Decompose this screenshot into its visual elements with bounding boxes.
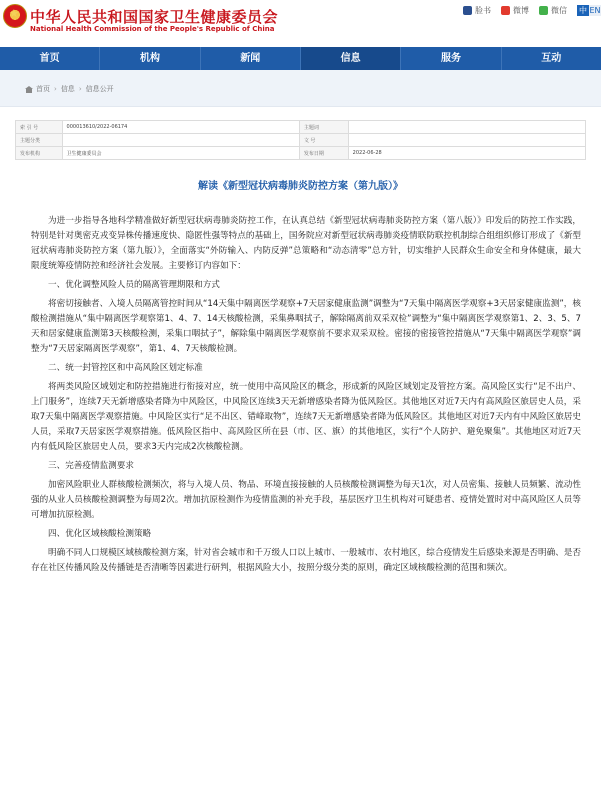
weibo-icon [501, 6, 510, 15]
article-paragraph: 明确不同人口规模区域核酸检测方案，针对省会城市和千万级人口以上城市、一般城市、农村地区，综合疫情发生后感染来源是否明确、是否存在社区传播风险及传播链是否清晰等因素进行研判，根据风险大小，按照分级分类的原则，确定区域核酸检测的范围和频次。 [31, 548, 581, 573]
breadcrumb-bar [0, 70, 601, 107]
meta-index-label: 索 引 号 [16, 121, 63, 134]
article-paragraph: 将两类风险区域划定和防控措施进行衔接对应，统一使用中高风险区的概念，形成新的风险区域划定及管控方案。高风险区实行“足不出户、上门服务”，连续7天无新增感染者降为中风险区，中风险区连续3天无新增感染者降为低风险区。其他地区对近7天内有高风险区旅居史人员，采取7天集中隔离医学观察措施。中风险区实行“足不出区、错峰取物”，连续7天无新增感染者降为低风险区。其他地区对近7天内有中风险区旅居史人员，采取7天居家医学观察措施。低风险区指中、高风险区所在县（市、区、旗）的其他地区，实行“个人防护、避免聚集”。其他地区对近7天内有低风险区旅居史人员，要求3天内完成2次核酸检测。 [31, 382, 581, 452]
breadcrumb-separator: › [54, 85, 57, 93]
meta-date-label: 发布日期 [299, 147, 348, 160]
article-body [31, 214, 581, 576]
nav-home[interactable]: 首页 [0, 47, 100, 70]
meta-index-value: 000013610/2022-06174 [62, 121, 299, 134]
breadcrumb [25, 84, 114, 94]
breadcrumb-separator: › [78, 85, 82, 93]
breadcrumb-home[interactable]: 首页 [36, 85, 50, 93]
meta-org-value: 卫生健康委员会 [62, 147, 299, 160]
language-switch [577, 5, 601, 16]
article-paragraph: 将密切接触者、入境人员隔离管控时间从“14天集中隔离医学观察+7天居家健康监测”调整为“7天集中隔离医学观察+3天居家健康监测”，核酸检测措施从“集中隔离医学观察第1、4、7、14天核酸检测，采集鼻咽拭子，解除隔离前双采双检”调整为“集中隔离医学观察第1、2、3、5、7天和居家健康监测第3天核酸检测，采集口咽拭子”，解除集中隔离医学观察前不要求双采双检。密接的密接管控措施从“7天集中隔离医学观察”调整为“7天居家隔离医学观察”，第1、4、7天核酸检测。 [31, 299, 581, 354]
article-section-heading: 二、统一封管控区和中高风险区划定标准 [48, 363, 203, 373]
meta-docno-label: 文 号 [299, 134, 348, 147]
site-title[interactable]: 中华人民共和国国家卫生健康委员会 [30, 8, 279, 26]
lang-en-button[interactable]: EN [589, 6, 601, 15]
document-meta-table [15, 120, 586, 160]
home-icon [25, 86, 33, 93]
article-paragraph: 为进一步指导各地科学精准做好新型冠状病毒肺炎防控工作，在认真总结《新型冠状病毒肺炎防控方案（第八版）》印发后的防控工作实践，特别是针对奥密克戎变异株传播速度快、隐匿性强等特点的基础上，国务院应对新型冠状病毒肺炎疫情联防联控机制综合组组织修订形成了《新型冠状病毒肺炎防控方案（第九版）》，全面落实“外防输入、内防反弹”总策略和“动态清零”总方针，切实维护人民群众生命安全和身体健康，最大限度统筹疫情防控和经济社会发展。主要修订内容如下： [31, 216, 582, 271]
breadcrumb-disclosure[interactable]: 信息公开 [85, 85, 114, 93]
social-wechat[interactable] [539, 5, 567, 16]
article-title: 解读《新型冠状病毒肺炎防控方案（第九版）》 [198, 181, 403, 192]
nav-information[interactable]: 信息 [301, 47, 401, 70]
nav-interaction[interactable]: 互动 [541, 53, 562, 64]
nav-organization[interactable]: 机构 [100, 47, 200, 70]
article-section-heading: 四、优化区域核酸检测策略 [48, 529, 152, 539]
national-emblem-icon [3, 4, 27, 28]
social-facebook[interactable] [463, 5, 491, 16]
breadcrumb-info[interactable]: 信息 [60, 85, 75, 93]
social-weibo-label: 微博 [513, 6, 529, 15]
nav-services[interactable]: 服务 [401, 47, 501, 70]
meta-category-value [62, 134, 299, 147]
meta-subject-label: 主题词 [299, 121, 348, 134]
article-paragraph: 加密风险职业人群核酸检测频次，将与入境人员、物品、环境直接接触的人员核酸检测调整为每天1次，对人员密集、接触人员频繁、流动性强的从业人员核酸检测调整为每周2次。增加抗原检测作为疫情监测的补充手段，基层医疗卫生机构对可疑患者、疫情处置时对中高风险区人员等可增加抗原检测。 [31, 480, 581, 520]
social-facebook-label: 脸书 [475, 6, 491, 15]
site-subtitle: National Health Commission of the People's Republic of China [30, 25, 275, 33]
meta-org-label: 发布机构 [16, 147, 63, 160]
meta-date-value: 2022-06-28 [348, 147, 585, 160]
social-links [463, 5, 601, 16]
facebook-icon [463, 6, 472, 15]
article-section-heading: 一、优化调整风险人员的隔离管理期限和方式 [48, 280, 220, 290]
social-wechat-label: 微信 [551, 6, 567, 15]
main-nav [0, 47, 601, 70]
site-header [0, 0, 601, 47]
nav-news[interactable]: 新闻 [201, 47, 301, 70]
social-weibo[interactable] [501, 5, 529, 16]
meta-docno-value [348, 134, 585, 147]
meta-category-label: 主题分类 [16, 134, 63, 147]
lang-zh-button[interactable]: 中 [579, 6, 587, 15]
meta-subject-value [348, 121, 585, 134]
article-section-heading: 三、完善疫情监测要求 [48, 461, 134, 471]
wechat-icon [539, 6, 548, 15]
